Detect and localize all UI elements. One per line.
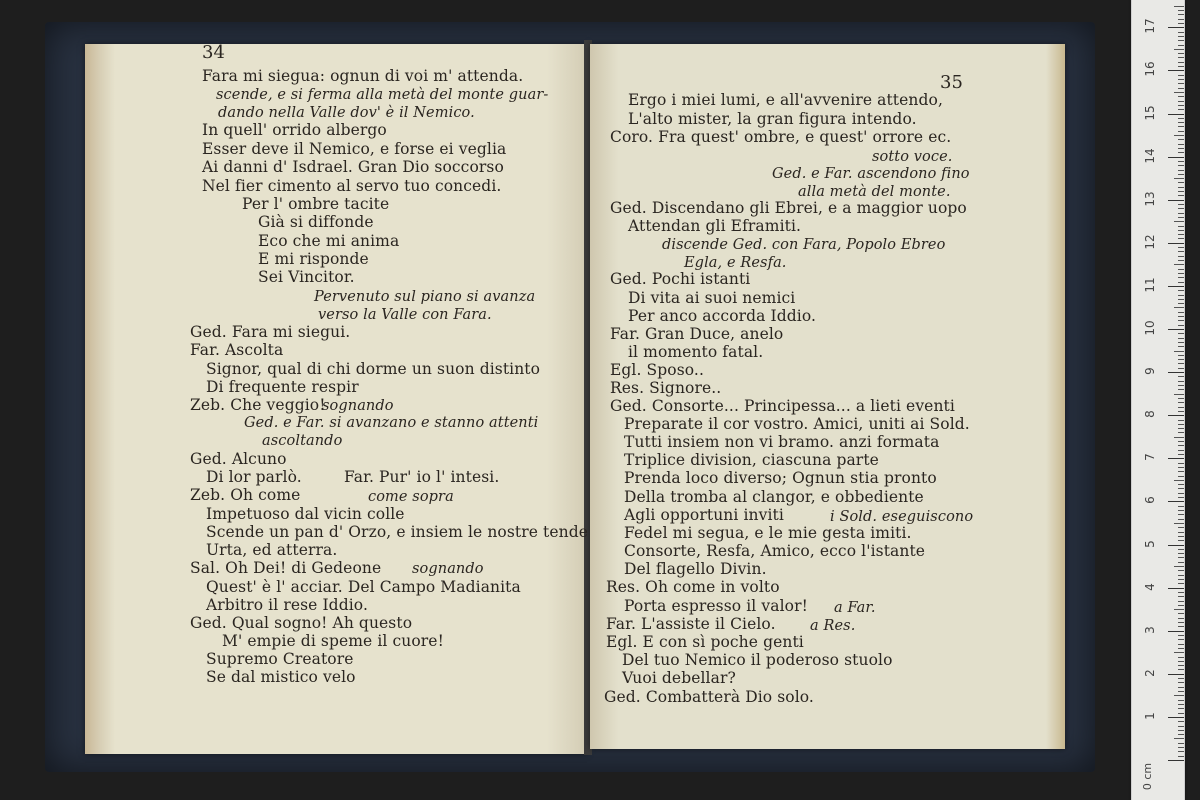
ruler-tick [1178,445,1184,446]
ruler-tick [1178,411,1184,412]
ruler-tick [1168,760,1184,761]
ruler-tick [1168,501,1184,502]
text-line: Signor, qual di chi dorme un suon distinto [206,360,541,378]
text-line: Già si diffonde [258,213,374,231]
ruler-tick [1178,592,1184,593]
ruler-tick [1178,557,1184,558]
ruler-tick [1168,717,1184,718]
ruler-number: 9 [1143,367,1157,375]
text-line: Esser deve il Nemico, e forse ei veglia [202,140,507,158]
ruler-tick [1174,6,1184,7]
ruler-tick [1178,691,1184,692]
measuring-ruler [1131,0,1185,800]
text-line: E mi risponde [258,250,369,268]
ruler-tick [1178,471,1184,472]
ruler-tick [1174,695,1184,696]
ruler-tick [1178,208,1184,209]
ruler-tick [1178,730,1184,731]
text-line: Res. Signore.. [610,379,722,397]
ruler-tick [1178,562,1184,563]
ruler-tick [1178,182,1184,183]
text-line: Fara mi siegua: ognun di voi m' attenda. [202,67,524,85]
ruler-tick [1178,583,1184,584]
ruler-tick [1178,148,1184,149]
text-line: Preparate il cor vostro. Amici, uniti ai Sold. [624,415,970,433]
ruler-tick [1174,264,1184,265]
ruler-tick [1178,540,1184,541]
ruler-tick [1178,40,1184,41]
ruler-tick [1174,221,1184,222]
stage-direction: Ged. e Far. si avanzano e stanno attenti [244,415,539,431]
ruler-number: 1 [1143,712,1157,720]
ruler-tick [1178,635,1184,636]
ruler-tick [1168,200,1184,201]
ruler-tick [1178,75,1184,76]
ruler-tick [1178,32,1184,33]
ruler-tick [1178,217,1184,218]
ruler-tick [1178,277,1184,278]
ruler-tick [1178,122,1184,123]
ruler-tick [1178,497,1184,498]
ruler-tick [1178,170,1184,171]
ruler-number: 13 [1143,191,1157,207]
stage-direction: Egla, e Resfa. [684,255,787,271]
text-line: Ged. Discendano gli Ebrei, e a maggior uopo [610,199,967,217]
stage-direction: verso la Valle con Fara. [318,307,492,323]
ruler-tick [1168,27,1184,28]
ruler-tick [1174,178,1184,179]
ruler-tick [1178,644,1184,645]
text-line: Coro. Fra quest' ombre, e quest' orrore ec. [610,128,952,146]
ruler-tick [1178,226,1184,227]
ruler-tick [1178,575,1184,576]
ruler-tick [1178,363,1184,364]
ruler-tick [1178,467,1184,468]
ruler-tick [1178,389,1184,390]
ruler-tick [1178,230,1184,231]
ruler-tick [1178,536,1184,537]
ruler-tick [1178,743,1184,744]
stage-direction: sotto voce. [872,149,953,165]
stage-direction: sognando [412,561,484,577]
ruler-tick [1168,545,1184,546]
text-line: Ged. Pochi istanti [610,270,751,288]
ruler-tick [1168,114,1184,115]
stage-direction: sognando [322,398,394,414]
text-line: Scende un pan d' Orzo, e insiem le nostre tende [206,523,589,541]
ruler-tick [1178,19,1184,20]
text-line: Per l' ombre tacite [242,195,390,213]
ruler-tick [1174,652,1184,653]
text-line: Far. Gran Duce, anelo [610,325,784,343]
ruler-number: 17 [1143,18,1157,34]
ruler-tick [1178,493,1184,494]
ruler-tick [1168,674,1184,675]
ruler-tick [1178,648,1184,649]
text-line: Della tromba al clangor, e obbediente [624,488,924,506]
text-line: Di frequente respir [206,378,359,396]
ruler-tick [1178,88,1184,89]
ruler-tick [1178,639,1184,640]
ruler-tick [1178,618,1184,619]
ruler-tick [1178,700,1184,701]
text-line: Ged. Fara mi siegui. [190,323,351,341]
ruler-tick [1178,432,1184,433]
ruler-tick [1178,708,1184,709]
stage-direction: Pervenuto sul piano si avanza [314,289,536,305]
text-line: Del tuo Nemico il poderoso stuolo [622,651,893,669]
ruler-tick [1178,570,1184,571]
ruler-tick [1178,601,1184,602]
text-line: Supremo Creatore [206,650,354,668]
text-line: Per anco accorda Iddio. [628,307,817,325]
ruler-tick [1178,238,1184,239]
text-line: Del flagello Divin. [624,560,767,578]
text-line: Consorte, Resfa, Amico, ecco l'istante [624,542,926,560]
ruler-tick [1168,458,1184,459]
text-line: Attendan gli Eframiti. [628,217,802,235]
ruler-tick [1168,329,1184,330]
stage-direction: discende Ged. con Fara, Popolo Ebreo [662,237,946,253]
ruler-tick [1168,415,1184,416]
ruler-tick [1178,66,1184,67]
ruler-tick [1178,165,1184,166]
ruler-tick [1178,299,1184,300]
text-line: Zeb. Oh come [190,486,301,504]
ruler-tick [1178,751,1184,752]
ruler-tick [1178,260,1184,261]
text-line: Porta espresso il valor! [624,597,808,615]
ruler-tick [1178,665,1184,666]
ruler-tick [1178,195,1184,196]
text-line: Sei Vincitor. [258,268,355,286]
ruler-number: 12 [1143,234,1157,250]
stage-direction: ascoltando [262,433,343,449]
ruler-tick [1174,307,1184,308]
stage-direction: scende, e si ferma alla metà del monte guar- [216,87,549,103]
text-line: Far. Pur' io l' intesi. [344,468,500,486]
ruler-tick [1178,613,1184,614]
ruler-number: 11 [1143,277,1157,293]
ruler-tick [1178,79,1184,80]
stage-direction: alla metà del monte. [798,184,951,200]
ruler-tick [1178,23,1184,24]
ruler-tick [1174,738,1184,739]
ruler-tick [1178,204,1184,205]
ruler-tick [1178,420,1184,421]
text-line: Urta, ed atterra. [206,541,338,559]
ruler-tick [1178,381,1184,382]
ruler-tick [1178,510,1184,511]
text-line: M' empie di speme il cuore! [222,632,444,650]
ruler-tick [1178,251,1184,252]
text-line: Ged. Qual sogno! Ah questo [190,614,413,632]
ruler-tick [1178,682,1184,683]
ruler-tick [1178,355,1184,356]
ruler-tick [1178,36,1184,37]
ruler-tick [1178,669,1184,670]
ruler-unit-label: 0 cm [1141,762,1155,791]
ruler-tick [1178,282,1184,283]
ruler-tick [1178,385,1184,386]
ruler-tick [1178,269,1184,270]
ruler-tick [1178,126,1184,127]
ruler-tick [1178,398,1184,399]
ruler-tick [1178,747,1184,748]
ruler-tick [1178,57,1184,58]
stage-direction: dando nella Valle dov' è il Nemico. [218,105,475,121]
ruler-number: 7 [1143,453,1157,462]
ruler-tick [1174,480,1184,481]
ruler-tick [1178,488,1184,489]
text-line: Sal. Oh Dei! di Gedeone [190,559,382,577]
ruler-tick [1178,407,1184,408]
ruler-tick [1178,10,1184,11]
text-line: Impetuoso dal vicin colle [206,505,405,523]
ruler-tick [1174,135,1184,136]
stage-direction: a Far. [834,600,876,616]
ruler-tick [1178,316,1184,317]
ruler-tick [1178,83,1184,84]
ruler-tick [1178,721,1184,722]
stage-direction: a Res. [810,618,856,634]
ruler-tick [1178,454,1184,455]
text-line: L'alto mister, la gran figura intendo. [628,110,917,128]
ruler-tick [1178,622,1184,623]
ruler-tick [1168,286,1184,287]
ruler-tick [1178,45,1184,46]
ruler-tick [1178,532,1184,533]
ruler-tick [1168,243,1184,244]
ruler-tick [1174,351,1184,352]
ruler-number: 5 [1143,539,1157,548]
ruler-tick [1178,506,1184,507]
ruler-tick [1168,588,1184,589]
ruler-tick [1178,187,1184,188]
text-line: Ergo i miei lumi, e all'avvenire attendo, [628,91,943,109]
ruler-tick [1178,596,1184,597]
ruler-tick [1174,49,1184,50]
ruler-tick [1178,191,1184,192]
ruler-tick [1178,549,1184,550]
ruler-tick [1178,247,1184,248]
ruler-number: 16 [1143,61,1157,78]
text-line: Triplice division, ciascuna parte [624,451,879,469]
text-line: Fedel mi segua, e le mie gesta imiti. [624,524,912,542]
text-line: Ai danni d' Isdrael. Gran Dio soccorso [202,158,504,176]
ruler-tick [1168,70,1184,71]
text-line: Ged. Consorte... Principessa... a lieti eventi [610,397,955,415]
ruler-tick [1174,394,1184,395]
ruler-tick [1178,514,1184,515]
ruler-tick [1178,450,1184,451]
ruler-tick [1178,161,1184,162]
ruler-tick [1178,342,1184,343]
ruler-tick [1178,424,1184,425]
ruler-tick [1178,213,1184,214]
ruler-tick [1178,368,1184,369]
ruler-tick [1178,346,1184,347]
ruler-tick [1178,484,1184,485]
ruler-tick [1174,609,1184,610]
ruler-tick [1178,553,1184,554]
ruler-tick [1168,372,1184,373]
text-line: Far. Ascolta [190,341,284,359]
left-page-number: 34 [202,42,226,63]
ruler-tick [1178,338,1184,339]
ruler-tick [1178,402,1184,403]
ruler-tick [1178,53,1184,54]
text-line: Ged. Alcuno [190,450,287,468]
ruler-tick [1178,626,1184,627]
text-line: Prenda loco diverso; Ognun stia pronto [624,469,937,487]
ruler-tick [1178,519,1184,520]
text-line: Arbitro il rese Iddio. [206,596,368,614]
text-line: Egl. Sposo.. [610,361,704,379]
ruler-tick [1174,92,1184,93]
ruler-tick [1178,463,1184,464]
ruler-tick [1178,105,1184,106]
ruler-tick [1178,726,1184,727]
ruler-tick [1178,687,1184,688]
ruler-tick [1178,256,1184,257]
ruler-tick [1178,476,1184,477]
text-line: il momento fatal. [628,343,764,361]
ruler-tick [1178,756,1184,757]
text-line: Quest' è l' acciar. Del Campo Madianita [206,578,521,596]
stage-direction: Ged. e Far. ascendono fino [772,166,970,182]
ruler-number: 6 [1143,496,1157,505]
ruler-tick [1178,234,1184,235]
ruler-number: 3 [1143,625,1157,634]
ruler-number: 4 [1143,582,1157,591]
ruler-tick [1178,174,1184,175]
ruler-tick [1178,527,1184,528]
ruler-tick [1178,376,1184,377]
text-line: Far. L'assiste il Cielo. [606,615,776,633]
ruler-number: 14 [1143,147,1157,164]
stage-direction: come sopra [368,489,454,505]
ruler-number: 8 [1143,410,1157,419]
ruler-tick [1178,325,1184,326]
ruler-tick [1178,101,1184,102]
text-line: Se dal mistico velo [206,668,356,686]
ruler-number: 10 [1143,320,1157,336]
ruler-number: 2 [1143,668,1157,677]
text-line: Res. Oh come in volto [606,578,780,596]
ruler-tick [1178,579,1184,580]
ruler-tick [1178,359,1184,360]
ruler-tick [1178,312,1184,313]
ruler-tick [1178,333,1184,334]
ruler-tick [1174,566,1184,567]
text-line: Ged. Combatterà Dio solo. [604,688,814,706]
text-line: Di lor parlò. [206,468,302,486]
ruler-tick [1178,62,1184,63]
ruler-tick [1178,605,1184,606]
text-line: Zeb. Che veggio! [190,396,326,414]
text-line: Egl. E con sì poche genti [606,633,804,651]
ruler-tick [1168,157,1184,158]
ruler-tick [1178,131,1184,132]
ruler-tick [1178,273,1184,274]
ruler-tick [1178,303,1184,304]
text-line: In quell' orrido albergo [202,121,387,139]
ruler-tick [1168,631,1184,632]
ruler-tick [1178,320,1184,321]
ruler-tick [1178,290,1184,291]
ruler-tick [1174,437,1184,438]
ruler-tick [1178,144,1184,145]
ruler-tick [1178,109,1184,110]
ruler-tick [1178,428,1184,429]
ruler-tick [1174,523,1184,524]
stage-direction: i Sold. eseguiscono [830,509,974,525]
right-page-number: 35 [940,72,964,93]
ruler-tick [1178,152,1184,153]
ruler-tick [1178,139,1184,140]
ruler-tick [1178,734,1184,735]
ruler-tick [1178,118,1184,119]
text-line: Di vita ai suoi nemici [628,289,796,307]
ruler-tick [1178,657,1184,658]
ruler-tick [1178,441,1184,442]
text-line: Vuoi debellar? [622,669,736,687]
text-line: Eco che mi anima [258,232,400,250]
text-line: Tutti insiem non vi bramo. anzi formata [624,433,940,451]
ruler-tick [1178,704,1184,705]
text-line: Agli opportuni inviti [624,506,784,524]
ruler-number: 15 [1143,104,1157,121]
ruler-tick [1178,14,1184,15]
text-line: Nel fier cimento al servo tuo concedi. [202,177,502,195]
ruler-tick [1178,713,1184,714]
ruler-tick [1178,295,1184,296]
ruler-tick [1178,96,1184,97]
ruler-tick [1178,678,1184,679]
ruler-tick [1178,661,1184,662]
